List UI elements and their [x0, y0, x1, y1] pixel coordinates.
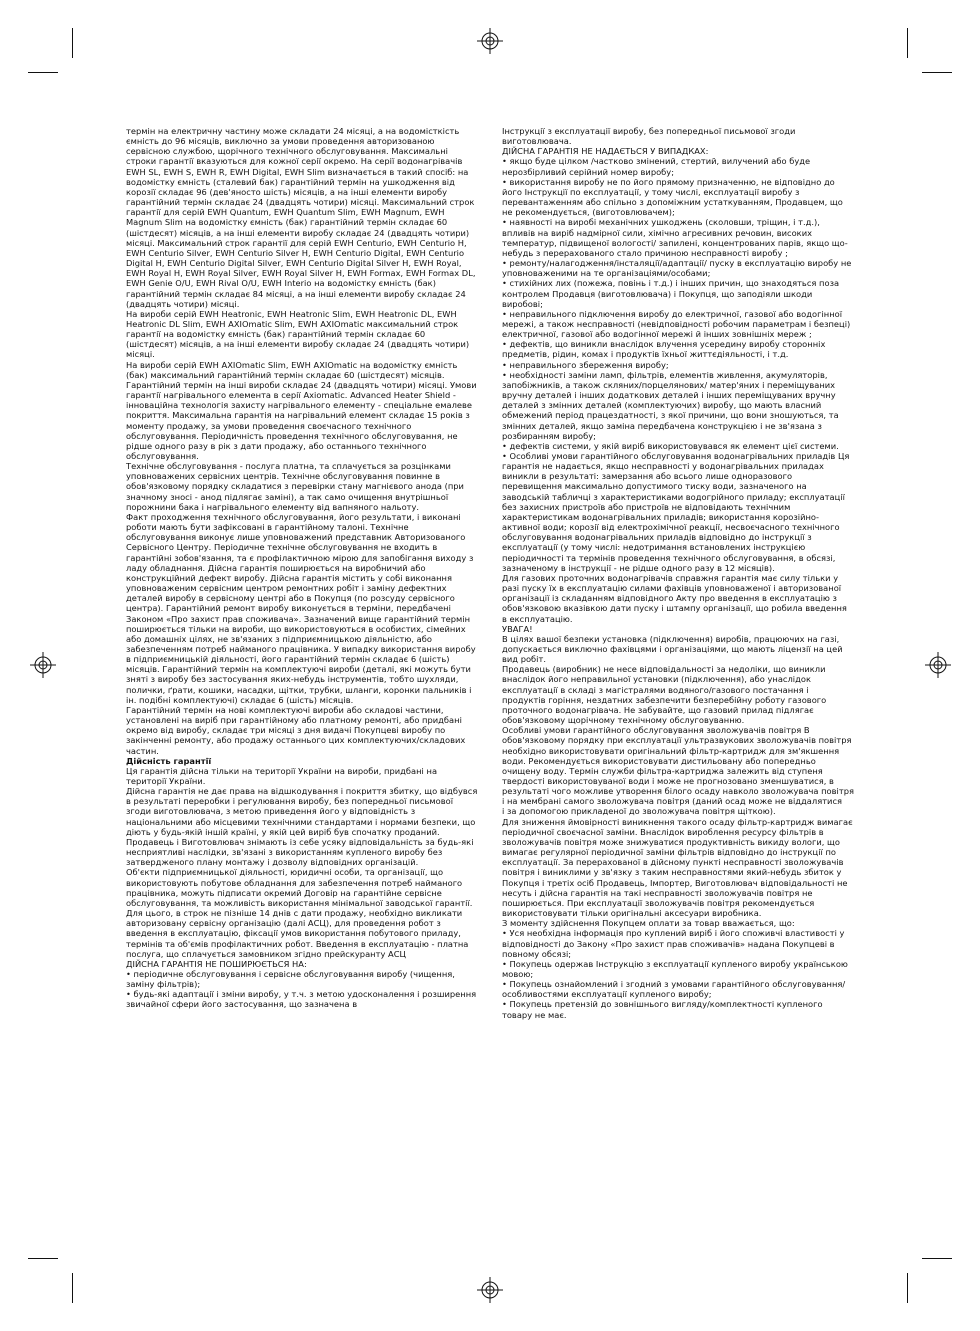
list-item: • якщо буде цілком /частково змінений, стертий, вилучений або буде нерозбірливий серійний номер виробу; — [502, 156, 811, 177]
list-item: • ремонту/налагодження/інсталяції/адаптації/ пуску в експлуатацію виробу не уповноваженими на те організаціями/особами; — [502, 258, 852, 279]
list-item: • Покупець ознайомлений і згодний з умовами гарантійного обслуговування/ особливостями експлуатації купленого виробу; — [502, 979, 846, 1000]
paragraph: і за допомогою прикладеної до зволожувача повітря щіткою). — [502, 806, 776, 817]
paragraph: Гарантійний термін на інші вироби складає 24 (двадцять чотири) місяці. Умови гарантії нагрівального елемента в серії Axiomatic. Advanced Heater Shield - інноваційна технологія захисту нагрівального елементу - спеціальне емалеве покриття. Максимальна гарантія на нагрівальний елемент складає 15 років з моменту продажу, за умови проведення своєчасного технічного обслуговування. Періодичність проведення технічного обслуговування, не рідше одного разу в рік з дати продажу, або останнього технічного обслуговування. — [126, 379, 477, 461]
paragraph: термін на електричну частину може складати 24 місяці, а на водомісткість ємність до 96 місяців, виключно за умови проведення авторизованою сервісною службою, щорічного технічного обслуговування. Максимальні строки гарантії вказуються для кожної серії окремо. На серії водонагрівачів EWH SL, EWH S, EWH R, EWH Digital, EWH Slim визначається в такий спосіб: на водомістку ємність (сталевий бак) гарантійний термін на ушкодження від корозії складає 96 (дев'яносто шість) місяців, а на інші елементи виробу гарантійний термін складає 24 (двадцять чотири) місяці. Максимальний строк гарантії для серій EWH Quantum, EWH Quantum Slim, EWH Magnum, EWH Magnum Slim на водомістку ємність (бак) гарантійний термін складає 60 (шістдесят) місяців, а на інші елементи виробу складає 24 (двадцять чотири) місяці. Максимальний строк гарантії для серій EWH Centurio, EWH Centurio H, EWH Centurio Silver, EWH Centurio Silver H, EWH Centurio Digital, EWH Centurio Digital H, EWH Centurio Digital Silver, EWH Centurio Digital Silver H, EWH Royal, EWH Royal H, EWH Royal Silver, EWH Royal Silver H, EWH Formax, EWH Formax DL, EWH Genie O/U, EWH Rival O/U, EWH Interio на водомістку ємність (бак) гарантійний термін складає 84 місяці, а на інші елементи виробу складає 24 (двадцять чотири) місяці. — [126, 126, 476, 309]
registration-mark-right — [925, 652, 951, 678]
crop-mark-bl-h — [28, 1258, 58, 1259]
paragraph: Ця гарантія дійсна тільки на території України на вироби, придбані на території України. — [126, 765, 438, 786]
section-heading: ДІЙСНА ГАРАНТІЯ НЕ ПОШИРЮЄТЬСЯ НА: — [126, 958, 307, 969]
list-item: • стихійних лих (пожежа, повінь і т.д.) і інших причин, що знаходяться поза контролем Продавця (виготовлювача) і Покупця, що заподіяли шкоди виробові; — [502, 278, 840, 309]
paragraph: Дійсна гарантія не дає права на відшкодування і покриття збитку, що відбувся в результаті переробки і регулювання виробу, без попередньої письмової згоди виготовлювача, з метою приведення його у відповідність з національними або місцевими технічними стандартами і нормами безпеки, що діють у будь-якій іншій країні, у якій цей виріб був спочатку проданий. — [126, 786, 478, 837]
list-item: • Особливі умови гарантійного обслуговування водонагрівальних приладів Ця гарантія не надається, якщо несправності у водонагрівальних приладах виникли в результаті: замерзання або всього лише одноразового перевищення максимально допустимого тиску води, зазначеного на заводській табличці з характеристиками водогрійного приладу; експлуатації без захисних пристроїв або пристроїв не відповідають технічним характеристикам водонагрівальних приладів; використання корозійно-активної води; корозії від електрохімічної реакції, несвоєчасного технічного обслуговування водонагрівальних приладів відповідно до інструкції з експлуатації (у тому числі: недотримання встановлених інструкцією періодичності та термінів проведення технічного обслуговування, в обсязі, зазначеному в інструкції - не рідше одного разу в 12 місяців). — [502, 451, 850, 573]
crop-mark-br-v — [907, 1273, 908, 1303]
paragraph: Гарантійний термін на нові комплектуючі вироби або складові частини, установлені на виріб при гарантійному або платному ремонті, або придбані окремо від виробу, складає три місяці з дня видачі Покупцеві виробу по закінченні ремонту, або продажу останнього цих комплектуючих/складових частин. — [126, 704, 466, 756]
left-text-column — [126, 126, 478, 1010]
paragraph: Продавець і Виготовлювач знімають із себе усяку відповідальність за будь-які несприятливі наслідки, зв'язані з використанням купленого виробу без затвердженого плану монтажу і дозволу відповідних організацій. — [126, 836, 474, 868]
crop-mark-tr-v — [907, 28, 908, 58]
list-item: • періодичне обслуговування і сервісне обслуговування виробу (чищення, заміну фільтрів); — [126, 968, 455, 990]
list-item: • будь-які адаптації і зміни виробу, у т.ч. з метою удосконалення і розширення звичайної сфери його застосування, що зазначена в — [126, 989, 477, 1010]
paragraph: Продавець (виробник) не несе відповідальності за недоліки, що виникли внаслідок його неправильної установки (підключення), або унаслідок експлуатації в складі з магістралями водяного/газового постачання і продуктів горіння, нездатних забезпечити безперебійну роботу газового проточного водонагрівача. Не забувайте, що газовий прилад підлягає обов'язковому щорічному технічному обслуговуванню. — [502, 664, 827, 726]
list-item: • використання виробу не по його прямому призначенню, не відповідно до його Інструкції по експлуатації, у тому числі, експлуатації виробу з перевантаженням або спільно з допоміжним устаткуванням, Продавцем, що не рекомендується, (виготовлювачем); — [502, 176, 843, 218]
list-item: • наявності на виробі механічних ушкоджень (сколовши, тріщин, і т.д.), впливів на виріб надмірної сили, хімічно агресивних речовин, високих температур, підвищеної вологості/ запилені, концентрованих парів, якщо що-небудь з перерахованого стало причиною несправності виробу ; — [502, 217, 848, 258]
paragraph: Особливі умови гарантійного обслуговування зволожувачів повітря В обов'язковому порядку при експлуатації ультразвукових зволожувачів повітря необхідно використовувати оригінальний фільтр-картридж для зм'якшення води. Рекомендується використовувати дистильовану або попередньо очищену воду. Термін служби фільтра-картриджа залежить від ступеня твердості використовуваної води і може не прогнозовано зменшуватися, в результаті чого можливе утворення білого осаду навколо зволожувача повітря і на мембрані самого зволожувача повітря (даний осад може не віддалятися — [502, 725, 854, 807]
warning-heading: УВАГА! — [502, 623, 533, 634]
registration-mark-bottom — [477, 1277, 503, 1303]
paragraph: Для газових проточних водонагрівачів справжня гарантія має силу тільки у разі пуску їх в експлуатацію силами фахівців уповноваженої і авторизованої організації із складанням відповідного Акту про введення в експлуатацію з обов'язковою вказівкою дати пуску і штампу організації, що робила введення в експлуатацію. — [502, 572, 847, 624]
paragraph: Технічне обслуговування - послуга платна, та сплачується за розцінками уповноважених сервісних центрів. Технічне обслуговування повинне в обов'язковому порядку складатися з перевірки стану магнієвого анода (при значному зносі - анод підлягає заміні), а так само очищення внутрішньої порожнини бака і нагрівального елементу від вапняного нальоту. — [126, 461, 464, 512]
paragraph: Об'єкти підприємницької діяльності, юридичні особи, та організації, що використовують побутове обладнання для забезпечення потреб найманого працівника, можуть підписати окремий Договір на гарантійне сервісне обслуговування, та можливість використання мінімальної заводської гарантії. Для цього, в строк не пізніше 14 днів с дати продажу, необхідно викликати авторизовану сервісну організацію (далі АСЦ), для проведення робот з введення в експлуатацію, фіксації умов використання побутового приладу, термінів та об'ємів профілактичних робот. Введення в експлуатацію - платна послуга, що сплачується замовником згідно прейскуранту АСЦ — [126, 867, 473, 959]
paragraph: Для зниження ймовірності виникнення такого осаду фільтр-картридж вимагає періодичної своєчасної заміни. Внаслідок вироблення ресурсу фільтрів в зволожувачів повітря може знижуватися продуктивність викиду вологи, що вимагає регулярної періодичної заміни фільтрів відповідно до інструкції по експлуатації. За перерахованої в дійсному пункті несправності зволожувачів повітря і виниклими у зв'язку з таким несправностями який-небудь збиток у Покупця і третіх осіб Продавець, Імпортер, Виготовлювач відповідальності не несуть і дійсна гарантія на такі несправності зволожувачів повітря не поширюється. При експлуатації зволожувачів повітря рекомендується використовувати тільки оригінальні аксесуари виробника. — [502, 816, 853, 919]
registration-mark-top — [477, 28, 503, 54]
registration-mark-left — [30, 652, 56, 678]
crop-mark-br-h — [922, 1258, 952, 1259]
section-heading: Дійсність гарантії — [126, 755, 212, 766]
list-item: • Покупець одержав Інструкцію з експлуатації купленого виробу українською мовою; — [502, 958, 848, 979]
section-heading: ДІЙСНА ГАРАНТІЯ НЕ НАДАЄТЬСЯ У ВИПАДКАХ: — [502, 146, 709, 157]
crop-mark-tl-h — [28, 72, 58, 73]
paragraph: Інструкції з експлуатації виробу, без попередньої письмової згоди виготовлювача. — [502, 126, 796, 147]
paragraph: З моменту здійснення Покупцем оплати за товар вважається, що: — [502, 918, 795, 929]
list-item: • неправильного підключення виробу до електричної, газової або водогінної мережі, а також несправності (невідповідності робочим параметрам і безпеці) електричної, газової або водогінної мережі й інших зовнішніх мереж ; — [502, 308, 851, 340]
paragraph: В цілях вашої безпеки установка (підключення) виробів, працюючих на газі, допускається виключно фахівцями і організаціями, що мають ліцензії на цей вид робіт. — [502, 633, 843, 665]
list-item: • дефектів системи, у якій виріб використовувався як елемент цієї системи. — [502, 440, 839, 451]
list-item: • неправильного збереження виробу; — [502, 359, 669, 370]
right-text-column — [502, 126, 854, 1020]
crop-mark-bl-v — [72, 1273, 73, 1303]
list-item: • Уся необхідна інформація про куплений виріб і його споживчі властивості у відповідності до Закону «Про захист прав споживачів» надана Покупцеві в повному обсязі; — [502, 928, 845, 959]
paragraph: Факт проходження технічного обслуговування, його результати, і виконані роботи мають бути зафіксовані в гарантійному талоні. Технічне обслуговування виконує лише уповноважений представник Авторизованого Сервісного Центру. Періодичне технічне обслуговування не входить в гарантійні зобов'язання, та є профілактичною мірою для запобігання виходу з ладу обладнання. Дійсна гарантія поширюється на виробничий або конструкційний дефект виробу. Дійсна гарантія містить у собі виконання уповноваженим сервісним центром ремонтних робіт і заміну дефектних деталей виробу в сервісному центрі або в Покупця (по розсуду сервісного центра). Гарантійний ремонт виробу виконується в терміни, передбачені Законом «Про захист прав споживача». Зазначений вище гарантійний термін поширюється тільки на вироби, що використовуються в особистих, сімейних або домашніх цілях, не зв'язаних з підприємницькою діяльністю, або забезпеченням потреб найманого працівника. У випадку використання виробу в підприємницькій діяльності, його гарантійний термін складає 6 (шість) місяців. Гарантійний термін на комплектуючі вироби (деталі, які можуть бути зняті з виробу без застосування яких-небудь інструментів, тобто шухляди, полички, ґрати, кошики, насадки, щітки, трубки, шланги, коронки пальників і ін. подібні комплектуючі) складає 6 (шість) місяців. — [126, 511, 476, 705]
crop-mark-tr-h — [922, 72, 952, 73]
list-item: • необхідності заміни ламп, фільтрів, елементів живлення, акумуляторів, запобіжників, а також скляних/порцелянових/ матер'яних і переміщуваних вручну деталей і інших додаткових деталей і інших переміщуваних вручну деталей з змінних деталей (комплектуючих) виробу, що мають власний обмежений період працездатності, з якої причини, що вони зношуються, та змінних деталей, якщо заміна передбачена конструкцією і не зв'язана з розбиранням виробу; — [502, 369, 839, 441]
list-item: • Покупець претензій до зовнішнього вигляду/комплектності купленого товару не має. — [502, 999, 823, 1020]
crop-mark-tl-v — [72, 28, 73, 58]
list-item: • дефектів, що виникли внаслідок влучення усередину виробу сторонніх предметів, рідин, комах і продуктів їхньої життєдіяльності, і т.д. — [502, 339, 826, 360]
paragraph: На вироби серій EWH AXIOmatic Slim, EWH AXIOmatic на водомістку ємність (бак) максимальний гарантійний термін складає 60 (шістдесят) місяців. — [126, 359, 458, 380]
paragraph: На вироби серій EWH Heatronic, EWH Heatronic Slim, EWH Heatronic DL, EWH Heatronic DL Slim, EWH AXIOmatic Slim, EWH AXIOmatic максимальний строк гарантії на водомістку ємність (бак) гарантійний термін складає 60 (шістдесят) місяців, а на інші елементи виробу складає 24 (двадцять чотири) місяці. — [126, 308, 470, 360]
